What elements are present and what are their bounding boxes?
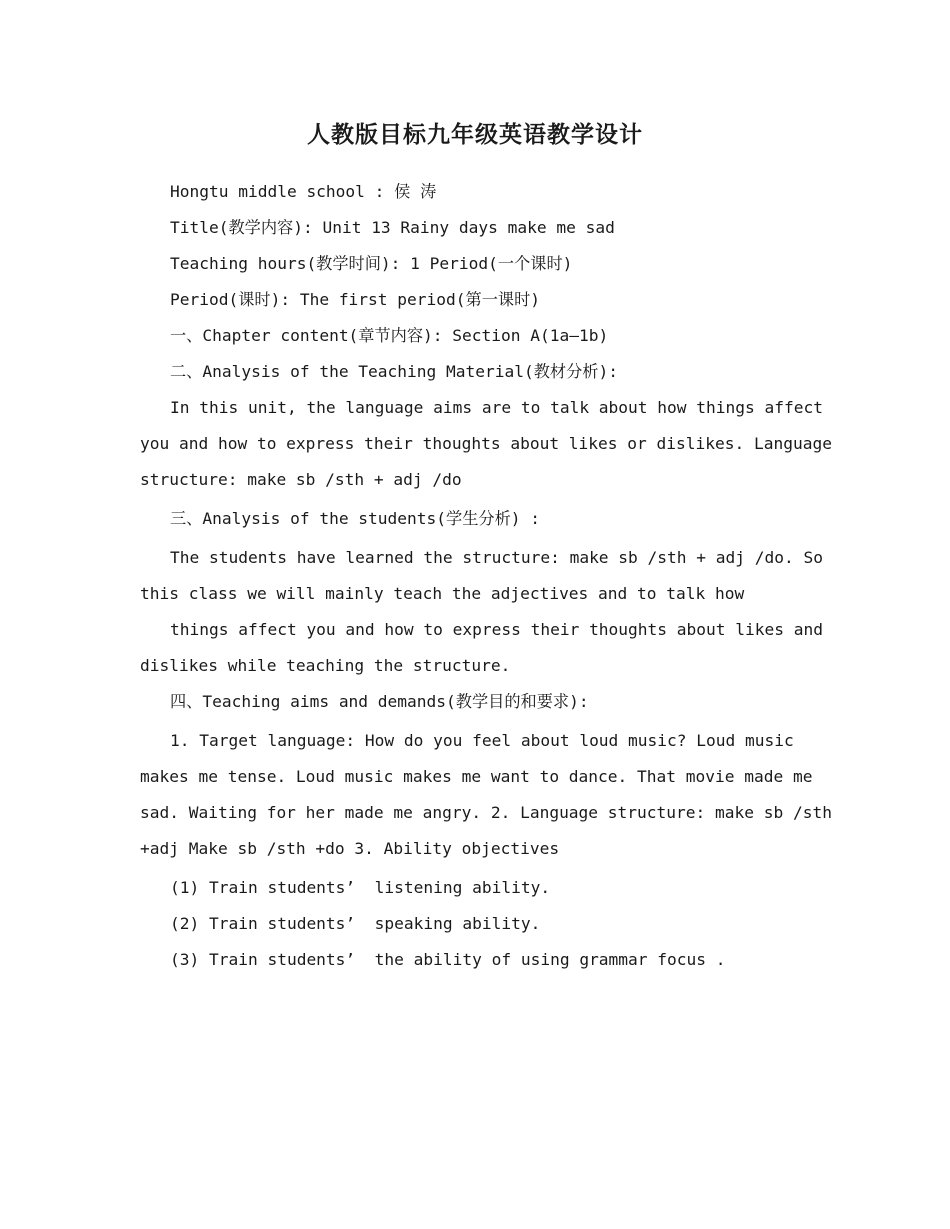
document-body: [140, 174, 832, 978]
paragraph-line: this class we will mainly teach the adjectives and to talk how: [140, 584, 745, 603]
paragraph-line: In this unit, the language aims are to talk about how things affect: [170, 398, 823, 417]
teaching-hours-line: Teaching hours(教学时间): 1 Period(一个课时): [170, 254, 573, 273]
teaching-aims-heading: 四、Teaching aims and demands(教学目的和要求):: [170, 692, 589, 711]
paragraph-line: structure: make sb /sth + adj /do: [140, 470, 462, 489]
paragraph-line: dislikes while teaching the structure.: [140, 656, 511, 675]
paragraph-line: you and how to express their thoughts about likes or dislikes. Language: [140, 434, 832, 453]
paragraph-line: sad. Waiting for her made me angry. 2. Language structure: make sb /sth: [140, 803, 832, 822]
students-analysis-heading: 三、Analysis of the students(学生分析) :: [170, 509, 541, 528]
paragraph-line: The students have learned the structure: make sb /sth + adj /do. So: [170, 548, 823, 567]
title-line: Title(教学内容): Unit 13 Rainy days make me sad: [170, 218, 615, 237]
paragraph-line: makes me tense. Loud music makes me want to dance. That movie made me: [140, 767, 813, 786]
material-analysis-heading: 二、Analysis of the Teaching Material(教材分析):: [170, 362, 618, 381]
author-line: Hongtu middle school : 侯 涛: [170, 182, 437, 201]
paragraph-line: 1. Target language: How do you feel about loud music? Loud music: [170, 731, 794, 750]
paragraph-line: +adj Make sb /sth +do 3. Ability objectives: [140, 839, 560, 858]
period-line: Period(课时): The first period(第一课时): [170, 290, 541, 309]
paragraph-line: things affect you and how to express their thoughts about likes and: [170, 620, 823, 639]
objective-item: (2) Train students’ speaking ability.: [170, 914, 541, 933]
chapter-content-heading: 一、Chapter content(章节内容): Section A(1a—1b): [170, 326, 609, 345]
objective-item: (1) Train students’ listening ability.: [170, 878, 551, 897]
objective-item: (3) Train students’ the ability of using grammar focus .: [170, 950, 726, 969]
document-title: 人教版目标九年级英语教学设计: [307, 121, 643, 148]
